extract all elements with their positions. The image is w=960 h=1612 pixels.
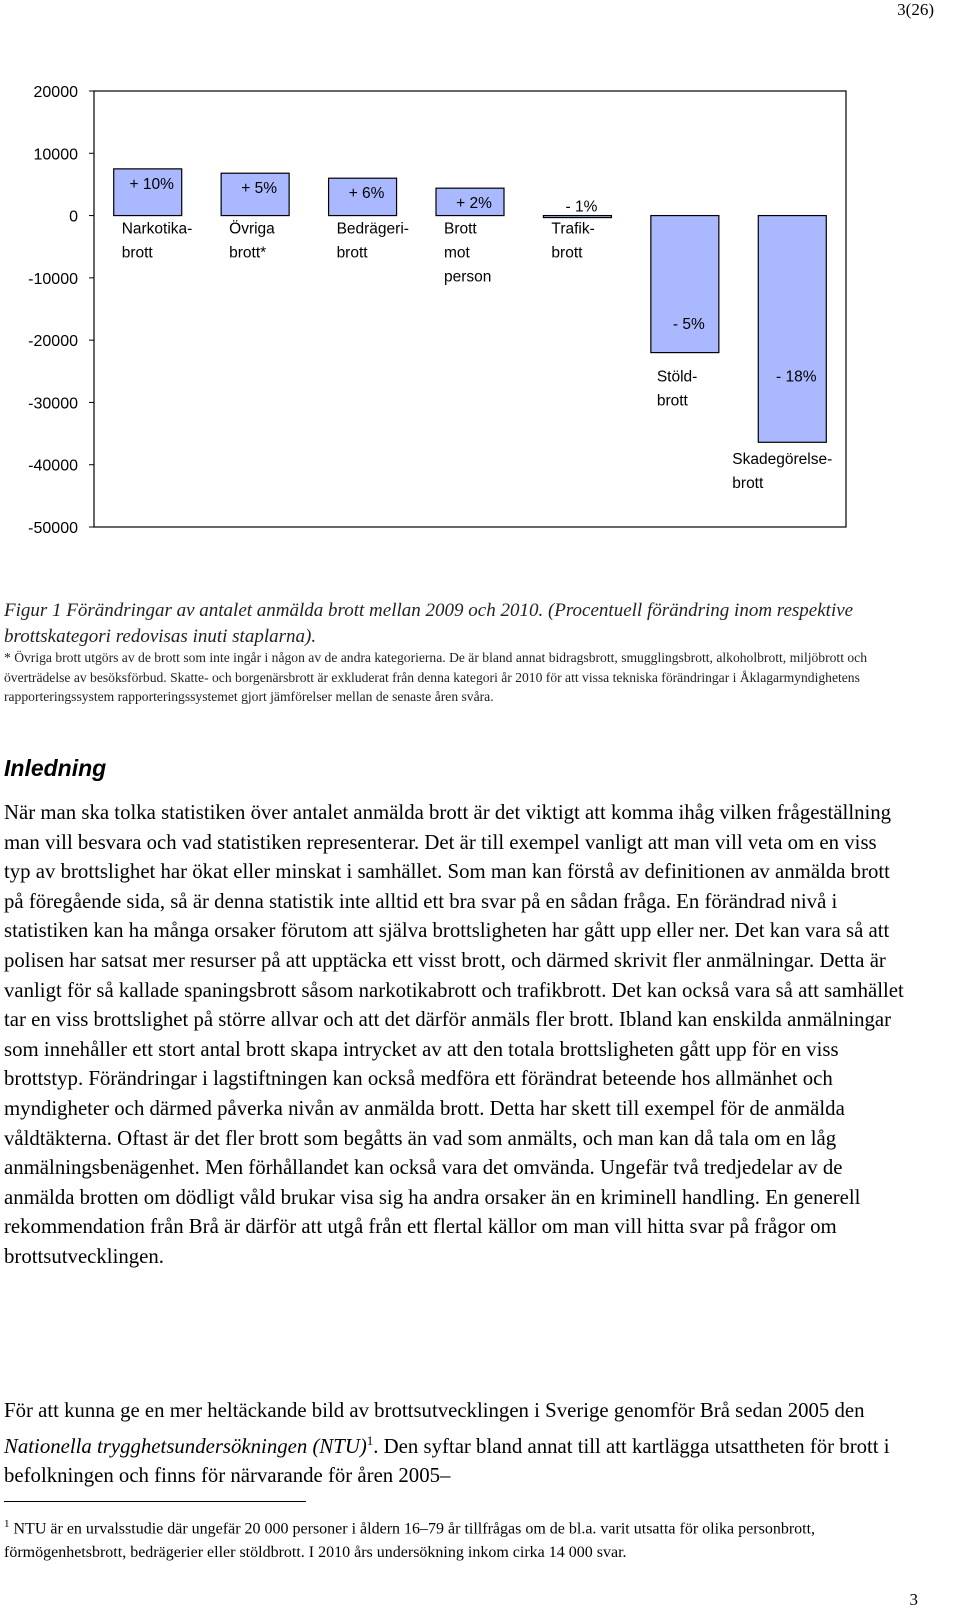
bar-category-label: brott: [551, 244, 583, 262]
bar-category-label: Övriga: [229, 220, 275, 238]
bar-category-label: Skadegörelse-: [732, 451, 833, 469]
bar-category-label: brott: [656, 392, 688, 410]
y-tick-label: -20000: [28, 333, 78, 351]
para2-text-end: . Den syftar bland annat till att kartlägga utsattheten för brott i befolkningen och finns för närvarande för åren 2005–: [4, 1434, 890, 1488]
ntu-title: Nationella trygghetsundersökningen (NTU): [4, 1434, 367, 1458]
bar: [543, 216, 611, 218]
para2-text-start: För att kunna ge en mer heltäckande bild av brottsutvecklingen i Sverige genomför Brå sedan 2005 den: [4, 1399, 865, 1422]
bar-pct-label: + 6%: [348, 185, 385, 203]
bar-pct-label: + 10%: [129, 175, 174, 193]
bar-category-label: Narkotika-: [121, 220, 193, 238]
bar-pct-label: + 2%: [456, 195, 492, 213]
page-header-number: 3(26): [897, 0, 934, 19]
bar-category-label: brott*: [229, 244, 267, 262]
footnote-separator: [4, 1501, 306, 1502]
y-tick-label: -50000: [28, 520, 78, 537]
bar: [758, 216, 826, 443]
y-tick-label: 20000: [33, 84, 78, 101]
bar-category-label: person: [444, 268, 492, 286]
bar-category-label: Brott: [444, 220, 477, 238]
bar-category-label: mot: [444, 244, 470, 262]
y-tick-label: -40000: [28, 457, 78, 475]
bar-category-label: brott: [732, 475, 764, 493]
body-paragraph-2: [4, 1396, 904, 1491]
figure-note: * Övriga brott utgörs av de brott som inte ingår i någon av de andra kategorierna. De är bland annat bidragsbrott, smugglingsbrott, alkoholbrott, miljöbrott och överträdelse av besöksförbud. Skatte- och borgenärsbrott är exkluderat från denna kategori år 2010 för att vissa tekniska förändringar i Åklagarmyndighetens rapporteringssystem rapporteringssystemet gjort jämförelser mellan de senaste åren svåra.: [4, 650, 868, 704]
bar-category-label: brott: [121, 244, 153, 262]
page-footer-number: 3: [909, 1590, 918, 1609]
y-tick-label: -10000: [28, 270, 78, 288]
y-tick-label: 0: [69, 208, 78, 226]
figure-caption: Figur 1 Förändringar av antalet anmälda brott mellan 2009 och 2010. (Procentuell förändring inom respektive brottskategori redovisas inuti staplarna).: [4, 600, 854, 647]
bar-category-label: Stöld-: [656, 368, 698, 386]
bar-pct-label: - 18%: [776, 368, 817, 386]
y-tick-label: -30000: [28, 395, 78, 413]
y-tick-label: 10000: [33, 146, 78, 164]
footnote-marker: 1: [4, 1518, 10, 1530]
bar-pct-label: - 5%: [672, 315, 705, 333]
bar-pct-label: - 1%: [565, 198, 598, 216]
footnote: [4, 1512, 904, 1565]
footnote-ref: 1: [366, 1432, 374, 1448]
bar-category-label: Bedrägeri-: [336, 220, 409, 238]
bar-category-label: brott: [336, 244, 368, 262]
bar-category-label: Trafik-: [551, 220, 595, 238]
footnote-text: NTU är en urvalsstudie där ungefär 20 000 personer i åldern 16–79 år tillfrågas om de bl.a. varit utsatta för olika personbrott, förmögenhetsbrott, bedrägerier eller stöldbrott. I 2010 års undersökning inkom cirka 14 000 svar.: [4, 1520, 816, 1562]
bar-chart: [0, 60, 900, 540]
bar-pct-label: + 5%: [241, 180, 278, 198]
section-heading: Inledning: [4, 755, 107, 781]
body-paragraph-1: När man ska tolka statistiken över antalet anmälda brott är det viktigt att komma ihåg vilken frågeställning man vill besvara och vad statistiken representerar. Det är till exempel vanligt att man vill veta om en viss typ av brottslighet har ökat eller minskat i samhället. Som man kan förstå av definitionen av anmälda brott på föregående sida, så är denna statistik inte alltid ett bra svar på en sådan fråga. En förändrad nivå i statistiken kan ha många orsaker förutom att själva brottsligheten har gått upp eller ner. Det kan vara så att polisen har satsat mer resurser på att upptäcka ett visst brott, och därmed skrivit fler anmälningar. Detta är vanligt för så kallade spaningsbrott såsom narkotikabrott och trafikbrott. Det kan också vara så att samhället tar en viss brottslighet på större allvar och att det därför anmäls fler brott. Ibland kan enskilda anmälningar som innehåller ett stort antal brott skapa intrycket av att den totala brottsligheten gått upp för en viss brottstyp. Förändringar i lagstiftningen kan också medföra ett förändrat beteende hos allmänhet och myndigheter och därmed påverka nivån av anmälda brott. Detta har skett till exempel för de anmälda våldtäkterna. Oftast är det fler brott som begåtts än vad som anmälts, och man kan då tala om en låg anmälningsbenägenhet. Men förhållandet kan också vara det omvända. Ungefär två tredjedelar av de anmälda brotten om dödligt våld brukar visa sig ha andra orsaker än en kriminell handling. En generell rekommendation från Brå är därför att utgå från ett flertal källor om man vill hitta svar på frågor om brottsutvecklingen.: [4, 801, 904, 1268]
